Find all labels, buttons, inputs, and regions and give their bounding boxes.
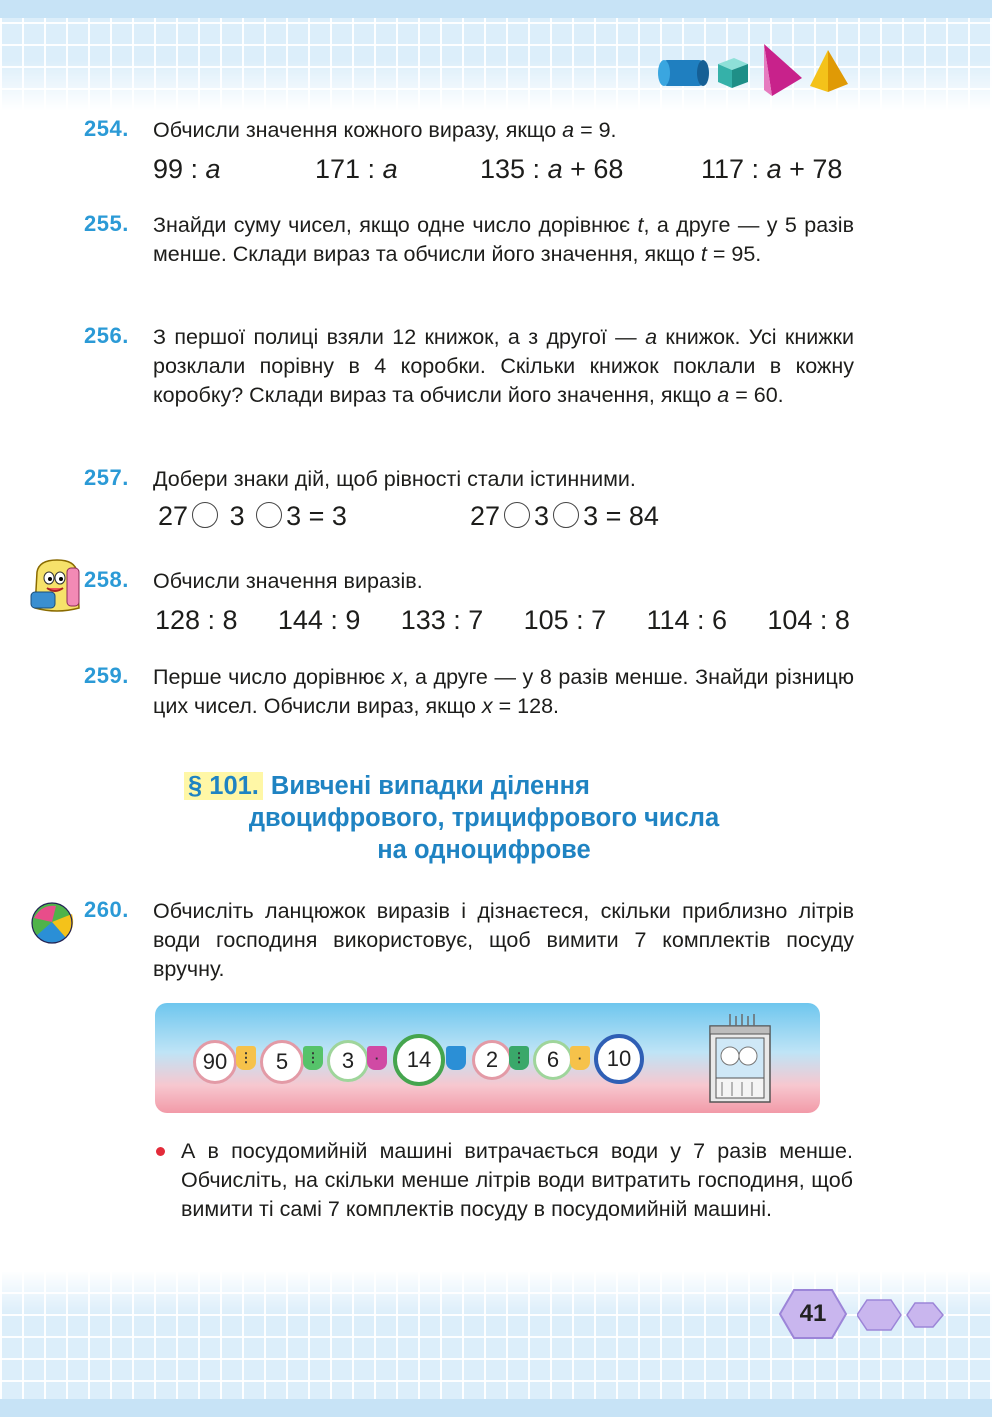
- equation-row: [158, 498, 854, 534]
- geometric-shapes-decoration: [652, 40, 852, 100]
- chain-number: 3: [327, 1040, 369, 1082]
- task-number: 258.: [84, 567, 129, 592]
- chain-number: 5: [260, 1040, 304, 1084]
- operation-slot[interactable]: ⋮: [236, 1046, 256, 1070]
- operation-blank[interactable]: [192, 502, 218, 528]
- backpack-mascot-icon: [27, 558, 85, 614]
- task-259: [84, 663, 854, 721]
- chain-number: 2: [472, 1040, 512, 1080]
- section-number: § 101.: [184, 772, 263, 800]
- task-text: Обчисліть ланцюжок виразів і дізнаєтеся, скільки приблизно літрів води господиня використовує, щоб вимити 7 комплектів посуду вручну.: [153, 899, 854, 981]
- task-number: 257.: [84, 465, 129, 490]
- chain-number: 90: [193, 1040, 237, 1084]
- task-text: Перше число дорівнює x, а друге — у 8 разів менше. Знайди різницю цих чисел. Обчисли вираз, якщо x = 128.: [153, 665, 854, 718]
- operation-slot[interactable]: [446, 1046, 466, 1070]
- pyramid-icon: [810, 50, 848, 92]
- expression: 171 : a: [315, 154, 398, 184]
- expression: 105 : 7: [523, 605, 607, 635]
- task-258: [84, 567, 854, 638]
- task-number: 254.: [84, 116, 129, 141]
- expression: 144 : 9: [277, 605, 361, 635]
- task-260: [84, 897, 854, 984]
- hexagon-decoration-icon: [857, 1298, 947, 1332]
- task-257: [84, 465, 854, 534]
- task-number: 260.: [84, 897, 129, 922]
- task-254: [84, 116, 854, 187]
- page-number: 41: [799, 1300, 827, 1327]
- cube-icon: [718, 58, 748, 88]
- task-text: Добери знаки дій, щоб рівності стали істинними.: [153, 467, 636, 491]
- task-number: 255.: [84, 211, 129, 236]
- operation-blank[interactable]: [553, 502, 579, 528]
- task-number: 259.: [84, 663, 129, 688]
- operation-blank[interactable]: [504, 502, 530, 528]
- task-text: З першої полиці взяли 12 книжок, а з другої — a книжок. Усі книжки розклали порівну в 4 коробки. Скільки книжок поклали в кожну коробку? Склади вираз та обчисли його значення, якщо a = 60.: [153, 325, 855, 407]
- bullet-task: [157, 1137, 853, 1224]
- operation-slot[interactable]: ·: [367, 1046, 387, 1070]
- section-title-line: Вивчені випадки ділення: [270, 772, 590, 800]
- chain-answer: 10: [594, 1034, 644, 1084]
- expression: 104 : 8: [767, 605, 850, 635]
- expression: 135 : a + 68: [480, 154, 624, 184]
- operation-slot[interactable]: ⋮: [303, 1046, 323, 1070]
- section-heading: [184, 770, 784, 866]
- expression: 117 : a + 78: [701, 154, 843, 184]
- bullet-icon: [156, 1147, 165, 1156]
- section-title-line: на одноцифрове: [377, 836, 591, 864]
- page-number-badge: [778, 1288, 848, 1340]
- operation-slot[interactable]: ·: [570, 1046, 590, 1070]
- cylinder-icon: [658, 60, 709, 86]
- task-256: [84, 323, 854, 410]
- section-title-line: двоцифрового, трицифрового числа: [248, 804, 720, 832]
- bullet-text: А в посудомийній машині витрачається води у 7 разів менше. Обчисліть, на скільки менше літрів води витратить господиня, щоб вимити ті самі 7 комплектів посуду в посудомийній машині.: [181, 1139, 853, 1221]
- expression: 99 : a: [153, 154, 221, 184]
- expression: 128 : 8: [155, 605, 238, 635]
- task-number: 256.: [84, 323, 129, 348]
- task-text: Обчисли значення кожного виразу, якщо a = 9.: [153, 118, 617, 142]
- expression: 114 : 6: [646, 605, 728, 635]
- equation: 27 3 3 = 84: [470, 501, 659, 531]
- chain-number: 14: [393, 1034, 445, 1086]
- expression: 133 : 7: [400, 605, 484, 635]
- operation-slot[interactable]: ⋮: [509, 1046, 529, 1070]
- operation-blank[interactable]: [256, 502, 282, 528]
- cone-icon: [764, 44, 802, 96]
- equation: 27 3 3 = 3: [158, 501, 347, 531]
- task-text: Обчисли значення виразів.: [153, 569, 423, 593]
- expression-row: [153, 151, 854, 187]
- expression-row: [155, 602, 850, 638]
- task-text: Знайди суму чисел, якщо одне число дорівнює t, а друге — у 5 разів менше. Склади вираз та обчисли його значення, якщо t = 95.: [153, 213, 854, 266]
- chain-number: 6: [533, 1040, 573, 1080]
- dishwasher-icon: [700, 1012, 780, 1108]
- globe-mascot-icon: [22, 898, 82, 948]
- task-255: [84, 211, 854, 269]
